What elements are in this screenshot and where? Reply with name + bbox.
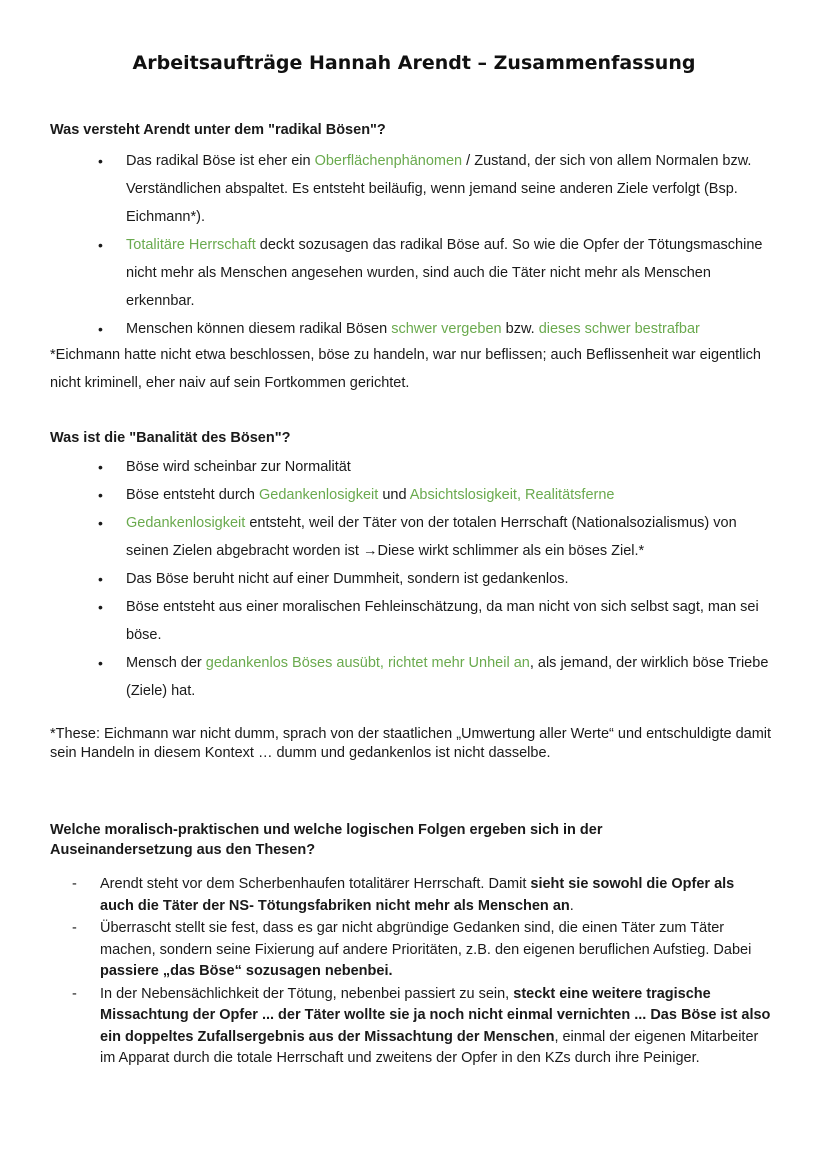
highlight-text: Totalitäre Herrschaft	[126, 237, 256, 253]
text: Das radikal Böse ist eher ein	[126, 153, 315, 169]
text: Das Böse beruht nicht auf einer Dummheit, sondern ist gedankenlos.	[126, 571, 569, 587]
list-item	[98, 509, 778, 565]
bold-text: sieht sie sowohl die Opfer als auch die Täter der NS- Tötungsfabriken nicht mehr als Menschen an	[100, 876, 735, 914]
question-banality-of-evil: Was ist die "Banalität des Bösen"?	[50, 430, 291, 446]
list-item	[98, 453, 778, 481]
dash-list-consequences	[72, 874, 772, 1071]
list-item	[98, 565, 778, 593]
list-item	[72, 984, 772, 1070]
list-item	[72, 918, 772, 983]
list-item	[72, 874, 772, 917]
list-item	[98, 649, 778, 705]
question-consequences: Welche moralisch-praktischen und welche logischen Folgen ergeben sich in der Auseinandersetzung aus den Thesen?	[50, 822, 603, 858]
highlight-text: Gedankenlosigkeit	[126, 515, 246, 531]
list-item	[98, 593, 778, 649]
highlight-text: schwer vergeben	[391, 321, 502, 337]
list-item	[98, 481, 778, 509]
text: .	[569, 897, 574, 914]
text: Menschen können diesem radikal Bösen	[126, 321, 392, 337]
text: entsteht, weil der Täter von der totalen Herrschaft (Nationalsozialismus) von seinen Zielen abgebracht worden ist →Diese wirkt schlimmer als ein böses Ziel.*	[126, 515, 737, 559]
highlight-text: Oberflächenphänomen	[314, 153, 463, 169]
bullet-list-banality	[98, 453, 778, 705]
bold-text: passiere „das Böse“ sozusagen nebenbei.	[100, 963, 393, 979]
text: Böse entsteht aus einer moralischen Fehleinschätzung, da man nicht von sich selbst sagt, man sei böse.	[126, 599, 759, 643]
text: , als jemand, der wirklich böse Triebe (Ziele) hat.	[126, 655, 769, 699]
highlight-text: Gedankenlosigkeit	[259, 487, 379, 503]
text: deckt sozusagen das radikal Böse auf. So wie die Opfer der Tötungsmaschine nicht mehr als Menschen angesehen wurden, sind auch die Täter nicht mehr als Menschen erkennbar.	[126, 237, 763, 309]
text: Arendt steht vor dem Scherbenhaufen totalitärer Herrschaft. Damit	[100, 876, 531, 892]
page-title: Arbeitsaufträge Hannah Arendt – Zusammenfassung	[132, 52, 696, 74]
bold-text: steckt eine weitere tragische Missachtung der Opfer ... der Täter wollte sie ja noch nicht einmal vernichten ... Das Böse ist also ein doppeltes Zufallsergebnis aus der Missachtung der Menschen	[100, 985, 771, 1045]
highlight-text: Absichtslosigkeit, Realitätsferne	[409, 487, 615, 503]
bullet-list-radical-evil	[98, 147, 778, 343]
text: Böse entsteht durch	[126, 487, 259, 503]
list-item	[98, 231, 778, 315]
highlight-text: dieses schwer bestrafbar	[538, 321, 700, 337]
text: Böse wird scheinbar zur Normalität	[126, 459, 351, 475]
text: bzw.	[501, 321, 539, 337]
question-radical-evil: Was versteht Arendt unter dem "radikal Bösen"?	[50, 122, 386, 138]
list-item	[98, 315, 778, 343]
text: Überrascht stellt sie fest, dass es gar nicht abgründige Gedanken sind, die einen Täter zum Täter machen, sondern seine Fixierung auf andere Prioritäten, z.B. den eigenen beruflichen Aufstieg. Dabei	[100, 920, 752, 958]
text: In der Nebensächlichkeit der Tötung, nebenbei passiert zu sein,	[100, 985, 514, 1002]
highlight-text: gedankenlos Böses ausübt, richtet mehr Unheil an	[205, 655, 530, 671]
thesis-note: *These: Eichmann war nicht dumm, sprach von der staatlichen „Umwertung aller Werte“ und entschuldigte damit sein Handeln in diesem Kontext … dumm und gedankenlos ist nicht dasselbe.	[50, 726, 772, 761]
text: , einmal der eigenen Mitarbeiter im Apparat durch die totale Herrschaft und zweitens der Opfer in den KZs durch ihre Peiniger.	[100, 1028, 759, 1066]
footnote-eichmann: *Eichmann hatte nicht etwa beschlossen, böse zu handeln, war nur beflissen; auch Beflissenheit war eigentlich nicht kriminell, eher naiv auf sein Fortkommen gerichtet.	[50, 347, 761, 391]
list-item	[98, 147, 778, 231]
text: / Zustand, der sich von allem Normalen bzw. Verständlichen abspaltet. Es entsteht beiläufig, wenn jemand seine anderen Ziele verfolgt (Bsp. Eichmann*).	[126, 153, 752, 225]
text: Mensch der	[126, 655, 206, 671]
text: und	[378, 487, 410, 503]
